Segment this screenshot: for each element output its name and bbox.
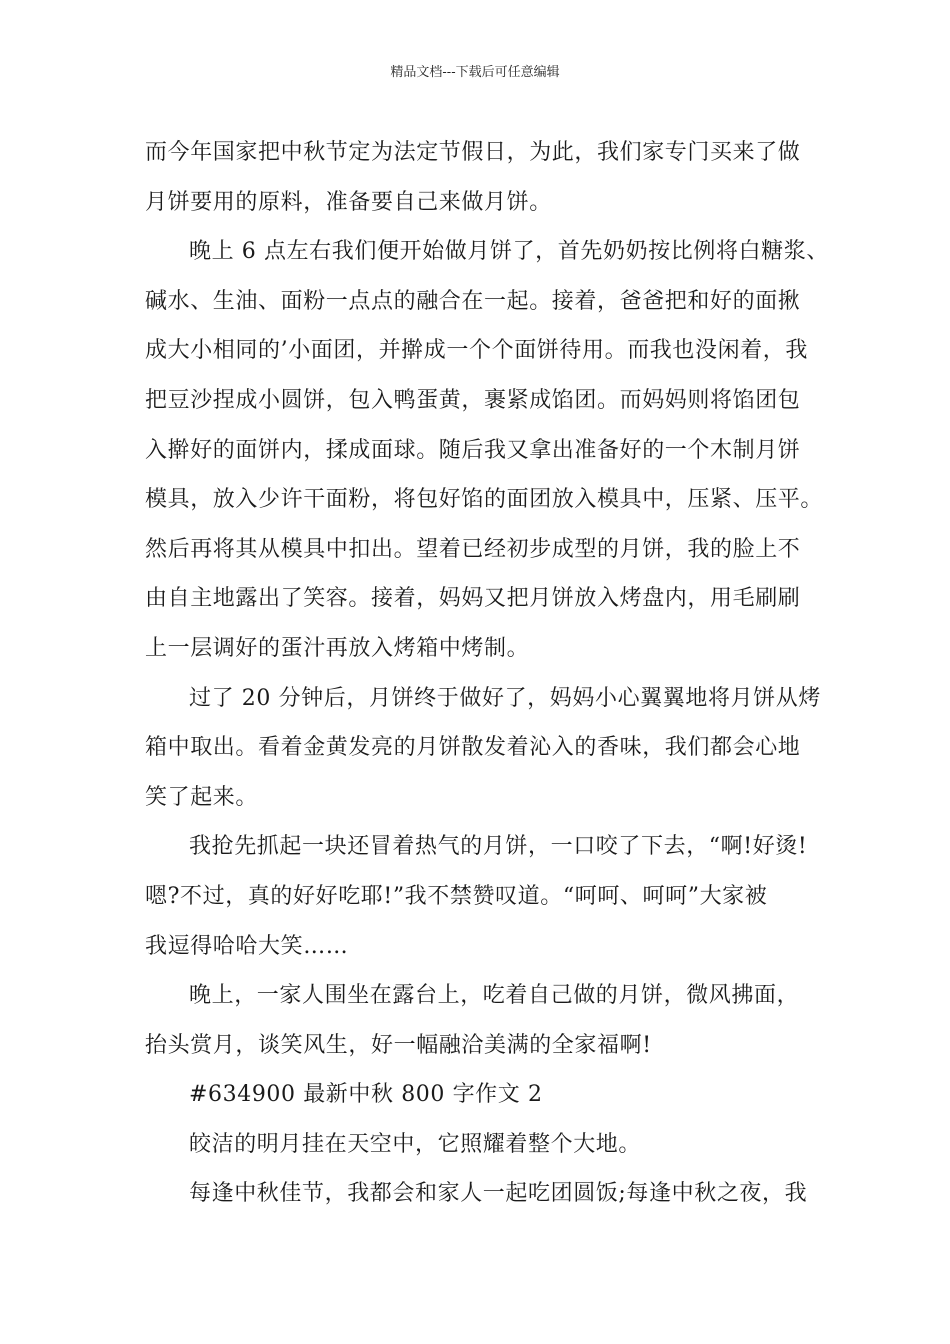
- text-line: 抬头赏月，谈笑风生，好一幅融洽美满的全家福啊!: [145, 1032, 652, 1058]
- text-line: 碱水、生油、面粉一点点的融合在一起。接着，爸爸把和好的面揪: [145, 288, 801, 314]
- text-line: 嗯?不过，真的好好吃耶!”我不禁赞叹道。“呵呵、呵呵”大家被: [145, 883, 768, 909]
- text-line: 模具，放入少许干面粉，将包好馅的面团放入模具中，压紧、压平。: [145, 487, 824, 513]
- text-line: 然后再将其从模具中扣出。望着已经初步成型的月饼，我的脸上不: [145, 536, 801, 562]
- page-header: 精品文档---下载后可任意编辑: [390, 65, 560, 80]
- text-line: 每逢中秋佳节，我都会和家人一起吃团圆饭;每逢中秋之夜，我: [189, 1181, 808, 1207]
- text-line: 上一层调好的蛋汁再放入烤箱中烤制。: [145, 635, 530, 661]
- text-line: 晚上，一家人围坐在露台上，吃着自己做的月饼，微风拂面，: [189, 983, 800, 1009]
- text-line: 而今年国家把中秋节定为法定节假日，为此，我们家专门买来了做: [145, 140, 801, 165]
- text-line: 入擀好的面饼内，揉成面球。随后我又拿出准备好的一个木制月饼: [145, 437, 801, 463]
- text-line: 把豆沙捏成小圆饼，包入鸭蛋黄，裹紧成馅团。而妈妈则将馅团包: [145, 387, 801, 413]
- text-line: 箱中取出。看着金黄发亮的月饼散发着沁入的香味，我们都会心地: [145, 735, 801, 761]
- text-line: 过了 20 分钟后，月饼终于做好了，妈妈小心翼翼地将月饼从烤: [189, 685, 821, 711]
- text-line: 晚上 6 点左右我们便开始做月饼了，首先奶奶按比例将白糖浆、: [189, 239, 829, 265]
- document-body: [145, 128, 829, 1219]
- text-line: 我逗得哈哈大笑……: [145, 933, 349, 959]
- text-line: 我抢先抓起一块还冒着热气的月饼，一口咬了下去，“啊!好烫!: [189, 834, 808, 860]
- text-line: 笑了起来。: [145, 784, 259, 810]
- text-line: 月饼要用的原料，准备要自己来做月饼。: [145, 189, 552, 215]
- text-line: 成大小相同的’小面团，并擀成一个个面饼待用。而我也没闲着，我: [145, 338, 808, 364]
- text-line: 皎洁的明月挂在天空中，它照耀着整个大地。: [189, 1131, 642, 1157]
- text-line: 由自主地露出了笑容。接着，妈妈又把月饼放入烤盘内，用毛刷刷: [145, 586, 801, 612]
- section-heading: #634900 最新中秋 800 字作文 2: [189, 1082, 543, 1108]
